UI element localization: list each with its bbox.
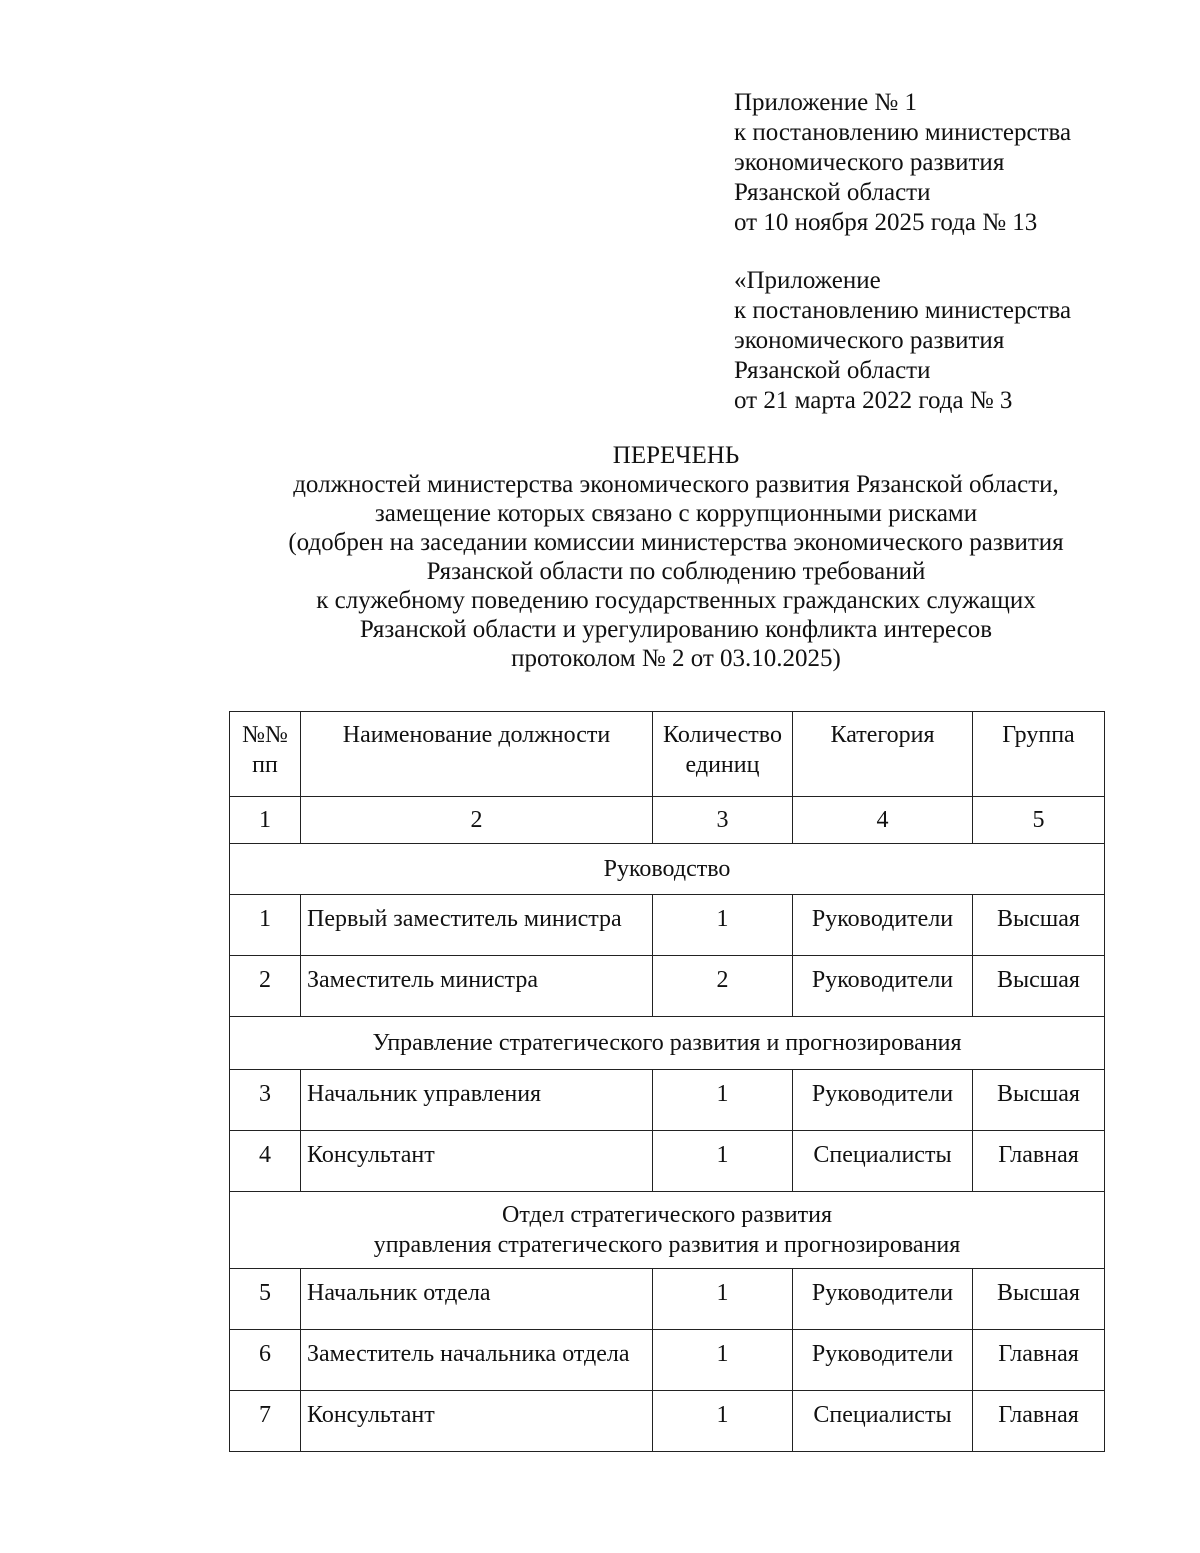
appendix-2-block bbox=[734, 266, 1071, 416]
table-row bbox=[230, 1070, 1105, 1131]
header-cell-number: №№ пп bbox=[230, 712, 301, 797]
section-header-row bbox=[230, 1192, 1105, 1269]
header-cell-name: Наименование должности bbox=[301, 712, 653, 797]
appendix-1-line: экономического развития bbox=[734, 149, 1005, 176]
quantity-cell: 1 bbox=[653, 1269, 793, 1330]
quantity-cell: 2 bbox=[653, 956, 793, 1017]
section-header-row bbox=[230, 1017, 1105, 1070]
section-header-row bbox=[230, 844, 1105, 895]
category-cell: Руководители bbox=[793, 1070, 973, 1131]
heading-line: протоколом № 2 от 03.10.2025) bbox=[511, 645, 841, 672]
group-cell: Высшая bbox=[973, 1269, 1105, 1330]
column-number-cell: 5 bbox=[973, 797, 1105, 844]
column-number-row bbox=[230, 797, 1105, 844]
category-cell: Руководители bbox=[793, 895, 973, 956]
group-cell: Высшая bbox=[973, 1070, 1105, 1131]
appendix-1-line: Приложение № 1 bbox=[734, 89, 918, 116]
appendix-2-line: Рязанской области bbox=[734, 357, 931, 384]
row-number-cell: 2 bbox=[230, 956, 301, 1017]
appendix-2-line: от 21 марта 2022 года № 3 bbox=[734, 387, 1013, 414]
position-name-cell: Начальник управления bbox=[301, 1070, 653, 1131]
appendix-1-line: от 10 ноября 2025 года № 13 bbox=[734, 209, 1038, 236]
category-cell: Специалисты bbox=[793, 1131, 973, 1192]
category-cell: Руководители bbox=[793, 956, 973, 1017]
table-row bbox=[230, 1269, 1105, 1330]
section-title: Отдел стратегического развития управления стратегического развития и прогнозирования bbox=[230, 1192, 1105, 1269]
position-name-cell: Заместитель начальника отдела bbox=[301, 1330, 653, 1391]
quantity-cell: 1 bbox=[653, 1131, 793, 1192]
category-cell: Руководители bbox=[793, 1330, 973, 1391]
appendix-2-line: экономического развития bbox=[734, 327, 1005, 354]
table-header-row bbox=[230, 712, 1105, 797]
table-row bbox=[230, 1131, 1105, 1192]
table-row bbox=[230, 1391, 1105, 1452]
position-name-cell: Консультант bbox=[301, 1131, 653, 1192]
header-cell-quantity: Количество единиц bbox=[653, 712, 793, 797]
category-cell: Руководители bbox=[793, 1269, 973, 1330]
column-number-cell: 2 bbox=[301, 797, 653, 844]
heading-line: Рязанской области и урегулированию конфликта интересов bbox=[359, 616, 993, 643]
heading-line: (одобрен на заседании комиссии министерства экономического развития bbox=[288, 529, 1064, 556]
column-number-cell: 1 bbox=[230, 797, 301, 844]
row-number-cell: 7 bbox=[230, 1391, 301, 1452]
position-name-cell: Заместитель министра bbox=[301, 956, 653, 1017]
group-cell: Высшая bbox=[973, 895, 1105, 956]
position-name-cell: Первый заместитель министра bbox=[301, 895, 653, 956]
row-number-cell: 3 bbox=[230, 1070, 301, 1131]
table-row bbox=[230, 895, 1105, 956]
appendix-2-line: «Приложение bbox=[734, 267, 881, 294]
heading-title: ПЕРЕЧЕНЬ bbox=[612, 442, 740, 469]
position-name-cell: Начальник отдела bbox=[301, 1269, 653, 1330]
position-name-cell: Консультант bbox=[301, 1391, 653, 1452]
heading-line: Рязанской области по соблюдению требований bbox=[426, 558, 926, 585]
heading-line: к служебному поведению государственных гражданских служащих bbox=[316, 587, 1036, 614]
row-number-cell: 1 bbox=[230, 895, 301, 956]
row-number-cell: 4 bbox=[230, 1131, 301, 1192]
column-number-cell: 4 bbox=[793, 797, 973, 844]
quantity-cell: 1 bbox=[653, 1070, 793, 1131]
positions-table bbox=[229, 711, 1105, 1452]
group-cell: Высшая bbox=[973, 956, 1105, 1017]
row-number-cell: 5 bbox=[230, 1269, 301, 1330]
appendix-1-line: к постановлению министерства bbox=[734, 119, 1072, 146]
heading-line: должностей министерства экономического развития Рязанской области, bbox=[293, 471, 1059, 498]
group-cell: Главная bbox=[973, 1391, 1105, 1452]
header-cell-category: Категория bbox=[793, 712, 973, 797]
header-cell-group: Группа bbox=[973, 712, 1105, 797]
column-number-cell: 3 bbox=[653, 797, 793, 844]
group-cell: Главная bbox=[973, 1330, 1105, 1391]
appendix-2-line: к постановлению министерства bbox=[734, 297, 1072, 324]
group-cell: Главная bbox=[973, 1131, 1105, 1192]
document-heading bbox=[200, 441, 1152, 673]
appendix-1-block bbox=[734, 88, 1071, 238]
category-cell: Специалисты bbox=[793, 1391, 973, 1452]
appendix-1-line: Рязанской области bbox=[734, 179, 931, 206]
quantity-cell: 1 bbox=[653, 1391, 793, 1452]
section-title: Управление стратегического развития и прогнозирования bbox=[230, 1017, 1105, 1070]
quantity-cell: 1 bbox=[653, 1330, 793, 1391]
heading-line: замещение которых связано с коррупционными рисками bbox=[374, 500, 978, 527]
table-row bbox=[230, 956, 1105, 1017]
table-row bbox=[230, 1330, 1105, 1391]
quantity-cell: 1 bbox=[653, 895, 793, 956]
row-number-cell: 6 bbox=[230, 1330, 301, 1391]
section-title: Руководство bbox=[230, 844, 1105, 895]
